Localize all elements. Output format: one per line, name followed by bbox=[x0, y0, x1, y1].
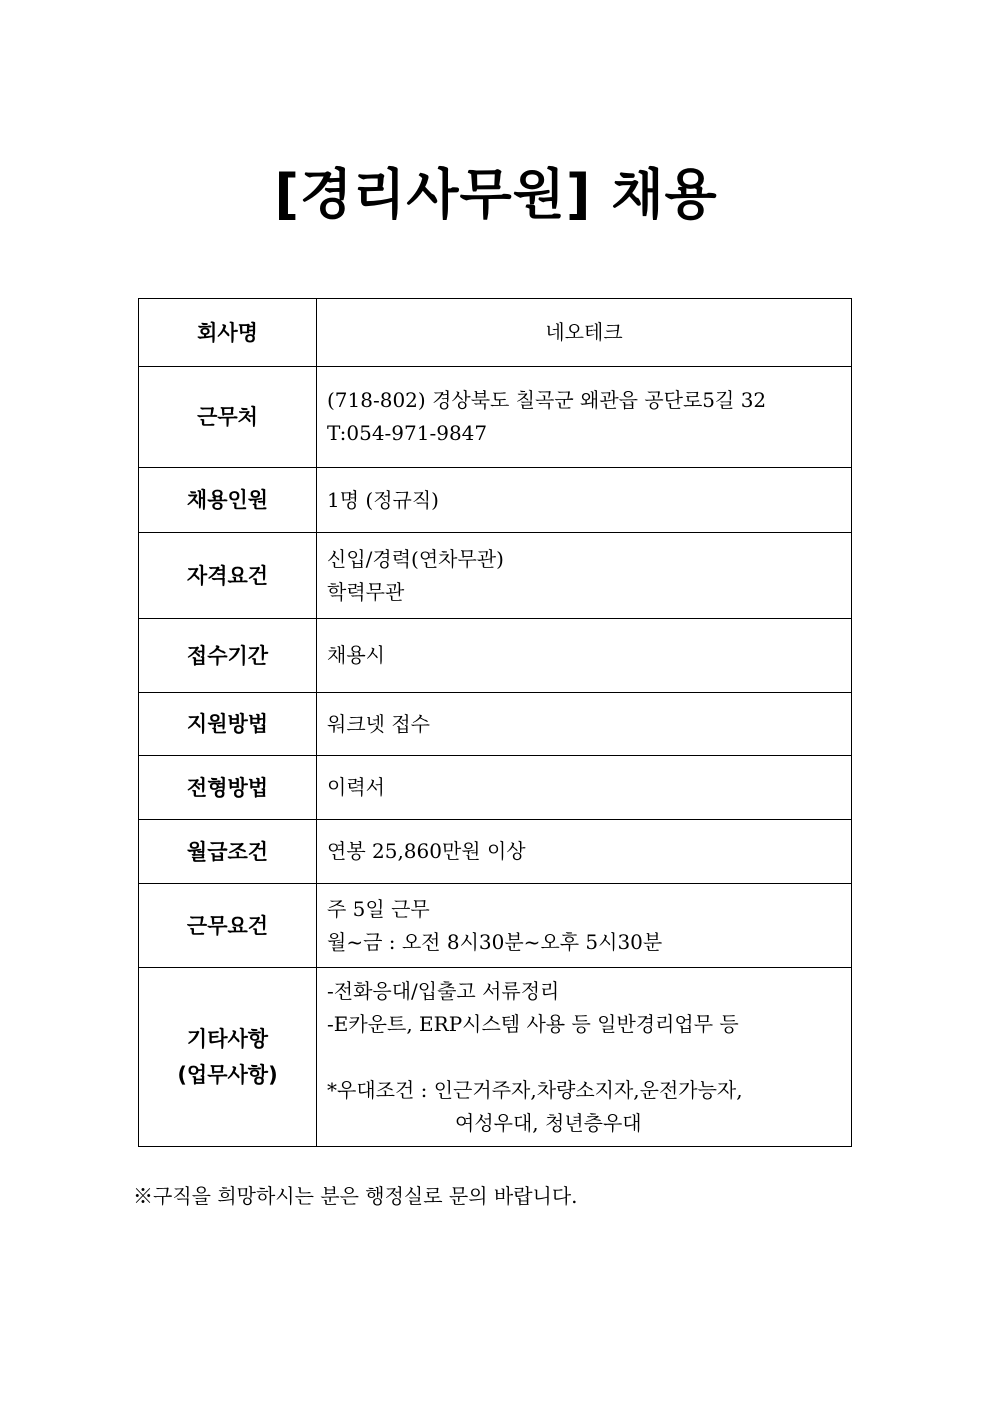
other-line-3: *우대조건 : 인근거주자,차량소지자,운전가능자, bbox=[327, 1077, 743, 1102]
other-spacer bbox=[327, 1041, 851, 1074]
table-row-other bbox=[139, 968, 852, 1147]
table-row-apply-method bbox=[139, 693, 852, 756]
qualification-label: 자격요건 bbox=[139, 533, 317, 619]
workplace-phone: T:054-971-9847 bbox=[327, 421, 488, 445]
other-line-4: 여성우대, 청년층우대 bbox=[455, 1110, 642, 1135]
period-label: 접수기간 bbox=[139, 619, 317, 693]
table-row-work-conditions bbox=[139, 884, 852, 968]
qualification-line-1: 신입/경력(연차무관) bbox=[327, 546, 504, 571]
other-line-2: -E카운트, ERP시스템 사용 등 일반경리업무 등 bbox=[327, 1011, 739, 1036]
other-line-1: -전화응대/입출고 서류정리 bbox=[327, 978, 560, 1003]
headcount-label: 채용인원 bbox=[139, 468, 317, 533]
screening-label: 전형방법 bbox=[139, 756, 317, 820]
table-row-workplace bbox=[139, 367, 852, 468]
workplace-label: 근무처 bbox=[139, 367, 317, 468]
salary-value: 연봉 25,860만원 이상 bbox=[317, 820, 852, 884]
period-value: 채용시 bbox=[317, 619, 852, 693]
work-conditions-line-2: 월~금 : 오전 8시30분~오후 5시30분 bbox=[327, 929, 663, 954]
table-row-screening bbox=[139, 756, 852, 820]
salary-label: 월급조건 bbox=[139, 820, 317, 884]
work-conditions-line-1: 주 5일 근무 bbox=[327, 896, 430, 921]
table-row-company bbox=[139, 299, 852, 367]
workplace-value bbox=[317, 367, 852, 468]
other-label bbox=[139, 968, 317, 1147]
screening-value: 이력서 bbox=[317, 756, 852, 820]
qualification-value bbox=[317, 533, 852, 619]
other-label-line-2: (업무사항) bbox=[177, 1063, 278, 1087]
apply-method-value: 워크넷 접수 bbox=[317, 693, 852, 756]
work-conditions-label: 근무요건 bbox=[139, 884, 317, 968]
table-row-salary bbox=[139, 820, 852, 884]
other-value bbox=[317, 968, 852, 1147]
table-row-qualification bbox=[139, 533, 852, 619]
company-label: 회사명 bbox=[139, 299, 317, 367]
work-conditions-value bbox=[317, 884, 852, 968]
table-row-headcount bbox=[139, 468, 852, 533]
headcount-value: 1명 (정규직) bbox=[317, 468, 852, 533]
apply-method-label: 지원방법 bbox=[139, 693, 317, 756]
page-title: [경리사무원] 채용 bbox=[274, 163, 718, 226]
other-label-line-1: 기타사항 bbox=[186, 1027, 269, 1051]
table-row-period bbox=[139, 619, 852, 693]
workplace-address: (718-802) 경상북도 칠곡군 왜관읍 공단로5길 32 bbox=[327, 388, 767, 412]
company-value: 네오테크 bbox=[317, 299, 852, 367]
footnote: ※구직을 희망하시는 분은 행정실로 문의 바랍니다. bbox=[133, 1184, 578, 1208]
job-posting-table bbox=[138, 298, 852, 1147]
qualification-line-2: 학력무관 bbox=[327, 579, 405, 604]
